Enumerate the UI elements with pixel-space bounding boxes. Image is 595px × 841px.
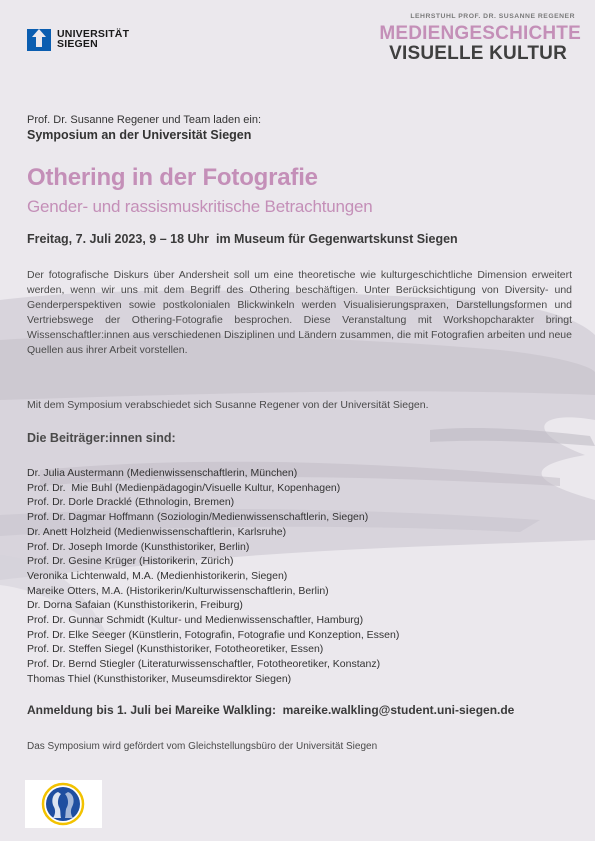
event-description: Der fotografische Diskurs über Andersheit soll um eine theoretische wie kulturgeschichtliche Dimension erweitert werden, wenn wir uns mit dem Begriff des Othering beschäftigen. Unter Berücksichtigung von Diversity- und Genderperspektiven sowie postkolonialen Blickwinkeln werden Visualisierungspraxen, Darstellungsformen und Vertriebswege der Othering-Fotografie besprochen. Diese Veranstaltung mit Workshopcharakter bringt Wissenschaftler:innen aus verschiedenen Disziplinen und Ländern zusammen, die mit Fotografien arbeiten und neue Quellen aus ihrer Arbeit vorstellen. [27, 269, 572, 356]
chair-name: LEHRSTUHL PROF. DR. SUSANNE REGENER [410, 13, 575, 20]
contributor-item: Prof. Dr. Bernd Stiegler (Literaturwissenschaftler, Fototheoretiker, Konstanz) [27, 658, 381, 671]
event-subtitle: Gender- und rassismuskritische Betrachtungen [27, 197, 373, 216]
contributor-item: Veronika Lichtenwald, M.A. (Medienhistorikerin, Siegen) [27, 569, 288, 582]
gleichstellungsbuero-logo-icon [25, 780, 102, 828]
chair-line-mediengeschichte: MEDIENGESCHICHTE [379, 23, 581, 44]
chair-line-visuelle-kultur: VISUELLE KULTUR [389, 43, 567, 64]
contributors-list [27, 466, 399, 687]
registration-info: Anmeldung bis 1. Juli bei Mareike Walkling: mareike.walkling@student.uni-siegen.de [27, 703, 515, 717]
siegen-arrow-logo-icon [25, 25, 53, 53]
contributor-item: Dr. Anett Holzheid (Medienwissenschaftlerin, Karlsruhe) [27, 525, 287, 538]
chair-branding [379, 13, 581, 64]
contributor-item: Thomas Thiel (Kunsthistoriker, Museumsdirektor Siegen) [27, 672, 292, 685]
university-name [57, 29, 129, 49]
contributor-item: Prof. Dr. Steffen Siegel (Kunsthistoriker, Fototheoretiker, Essen) [27, 643, 324, 656]
university-logo [25, 25, 129, 53]
contributors-heading: Die Beiträger:innen sind: [27, 431, 176, 445]
contributor-item: Prof. Dr. Gunnar Schmidt (Kultur- und Medienwissenschaftler, Hamburg) [27, 614, 364, 627]
contributor-item: Prof. Dr. Mie Buhl (Medienpädagogin/Visuelle Kultur, Kopenhagen) [27, 481, 341, 494]
gleichstellungsbuero-badge [25, 780, 102, 828]
contributor-item: Prof. Dr. Joseph Imorde (Kunsthistoriker, Berlin) [27, 540, 250, 553]
event-date-venue: Freitag, 7. Juli 2023, 9 – 18 Uhr im Museum für Gegenwartskunst Siegen [27, 232, 458, 246]
contributor-item: Dr. Julia Austermann (Medienwissenschaftlerin, München) [27, 467, 298, 479]
contributor-item: Dr. Dorna Safaian (Kunsthistorikerin, Freiburg) [27, 599, 243, 612]
contributor-item: Prof. Dr. Gesine Krüger (Historikerin, Zürich) [27, 555, 234, 568]
contributor-item: Prof. Dr. Dagmar Hoffmann (Soziologin/Medienwissenschaftlerin, Siegen) [27, 511, 369, 524]
invite-line: Prof. Dr. Susanne Regener und Team laden ein: [27, 114, 262, 126]
university-line2: SIEGEN [57, 38, 98, 50]
contributor-item: Prof. Dr. Dorle Dracklé (Ethnologin, Bremen) [27, 496, 235, 509]
contributor-item: Mareike Otters, M.A. (Historikerin/Kulturwissenschaftlerin, Berlin) [27, 584, 329, 597]
university-line1: UNIVERSITÄT [57, 28, 130, 40]
funding-note: Das Symposium wird gefördert vom Gleichstellungsbüro der Universität Siegen [27, 741, 378, 752]
farewell-note: Mit dem Symposium verabschiedet sich Susanne Regener von der Universität Siegen. [27, 399, 429, 411]
symposium-line: Symposium an der Universität Siegen [27, 128, 252, 142]
contributor-item: Prof. Dr. Elke Seeger (Künstlerin, Fotografin, Fotografie und Konzeption, Essen) [27, 628, 400, 641]
event-title: Othering in der Fotografie [27, 164, 318, 191]
